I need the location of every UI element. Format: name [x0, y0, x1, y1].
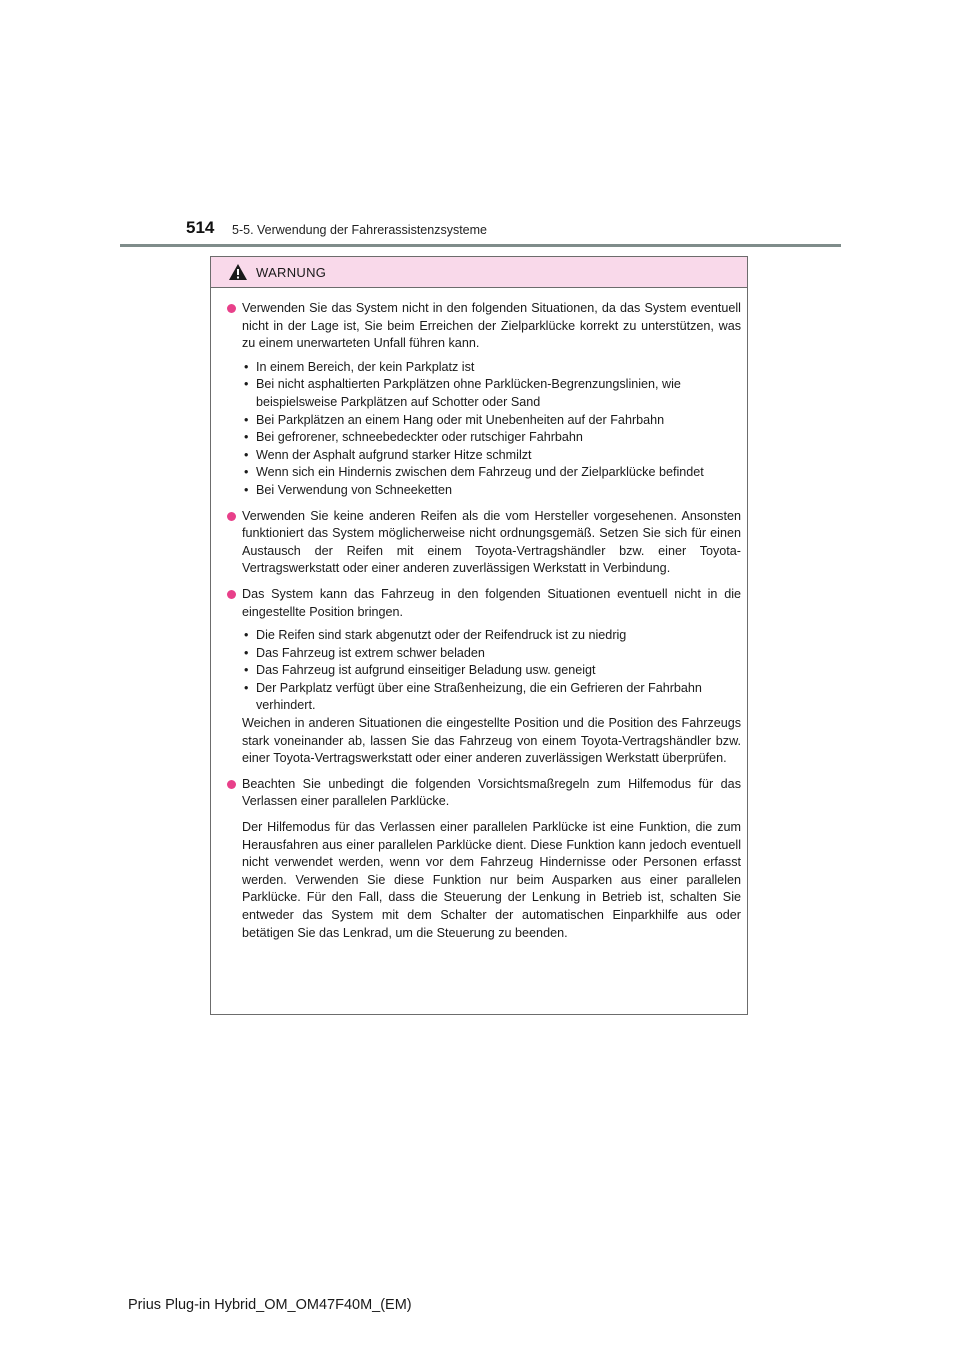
warning-item-text: Verwenden Sie keine anderen Reifen als die vom Hersteller vorgesehenen. Ansonsten funktioniert das System möglicherweise nicht ordnungsgemäß. Setzen Sie sich für einen Austausch der Reifen mit einem Toyota-Vertragshändler bzw. einer Toyota-Vertragswerkstatt oder einer anderen zuverlässigen Werkstatt in Verbindung.: [242, 508, 741, 576]
warning-item: [225, 508, 741, 578]
warning-box: [210, 256, 748, 1015]
list-item: • Bei Parkplätzen an einem Hang oder mit Unebenheiten auf der Fahrbahn: [242, 412, 741, 430]
warning-item-paragraph: Der Hilfemodus für das Verlassen einer parallelen Parklücke ist eine Funktion, die zum Herausfahren aus einer parallelen Parklücke dient. Diese Funktion kann jedoch eventuell nicht verwendet werden, wenn vor dem Fahrzeug Hindernisse oder Personen erfasst werden. Verwenden Sie diese Funktion nur beim Ausparken aus einer parallelen Parklücke. Für den Fall, dass die Steuerung der Lenkung in Betrieb ist, schalten Sie entweder das System mit dem Schalter der automatischen Einparkhilfe aus oder betätigen Sie das Lenkrad, um die Steuerung zu beenden.: [242, 820, 741, 940]
list-item: • In einem Bereich, der kein Parkplatz ist: [242, 359, 741, 377]
warning-item-note: Weichen in anderen Situationen die eingestellte Position und die Position des Fahrzeugs stark voneinander ab, lassen Sie das Fahrzeug von einem Toyota-Vertragshändler bzw. einer Toyota-Vertragswerkstatt oder einer anderen zuverlässigen Werkstatt überprüfen.: [242, 716, 741, 766]
list-item: • Die Reifen sind stark abgenutzt oder der Reifendruck ist zu niedrig: [242, 627, 741, 645]
list-item: • Wenn sich ein Hindernis zwischen dem Fahrzeug und der Zielparklücke befindet: [242, 464, 741, 482]
warning-triangle-icon: [228, 263, 248, 281]
warning-item: [225, 776, 741, 942]
list-item: • Wenn der Asphalt aufgrund starker Hitze schmilzt: [242, 447, 741, 465]
section-title: 5-5. Verwendung der Fahrerassistenzsysteme: [232, 223, 487, 237]
bullet-dot-icon: [227, 304, 236, 313]
bullet-dot-icon: [227, 512, 236, 521]
list-item: • Bei gefrorener, schneebedeckter oder rutschiger Fahrbahn: [242, 429, 741, 447]
warning-item: [225, 300, 741, 500]
bullet-dot-icon: [227, 590, 236, 599]
warning-item-text: Verwenden Sie das System nicht in den folgenden Situationen, da das System eventuell nicht in der Lage ist, Sie beim Erreichen der Zielparklücke korrekt zu unterstützen, was zu einem unerwarteten Unfall führen kann.: [242, 301, 741, 351]
warning-item-text: Beachten Sie unbedingt die folgenden Vorsichtsmaßregeln zum Hilfemodus für das Verlassen einer parallelen Parklücke.: [242, 776, 741, 809]
warning-body: [211, 288, 747, 942]
footer-doc-id: Prius Plug-in Hybrid_OM_OM47F40M_(EM): [128, 1297, 412, 1313]
sub-bullet-list: [242, 359, 741, 500]
warning-header: [211, 257, 747, 288]
list-item: • Das Fahrzeug ist extrem schwer beladen: [242, 645, 741, 663]
warning-item: [225, 586, 741, 768]
list-item: • Bei Verwendung von Schneeketten: [242, 482, 741, 500]
page-number: 514: [186, 218, 215, 237]
list-item: • Bei nicht asphaltierten Parkplätzen ohne Parklücken-Begrenzungslinien, wie beispielsweise Parkplätzen auf Schotter oder Sand: [242, 376, 741, 411]
header-rule: [120, 244, 841, 247]
bullet-dot-icon: [227, 780, 236, 789]
list-item: • Der Parkplatz verfügt über eine Straßenheizung, die ein Gefrieren der Fahrbahn verhindert.: [242, 680, 741, 715]
list-item: • Das Fahrzeug ist aufgrund einseitiger Beladung usw. geneigt: [242, 662, 741, 680]
sub-bullet-list: [242, 627, 741, 715]
warning-item-text: Das System kann das Fahrzeug in den folgenden Situationen eventuell nicht in die eingestellte Position bringen.: [242, 586, 741, 619]
warning-label: WARNUNG: [256, 264, 327, 280]
